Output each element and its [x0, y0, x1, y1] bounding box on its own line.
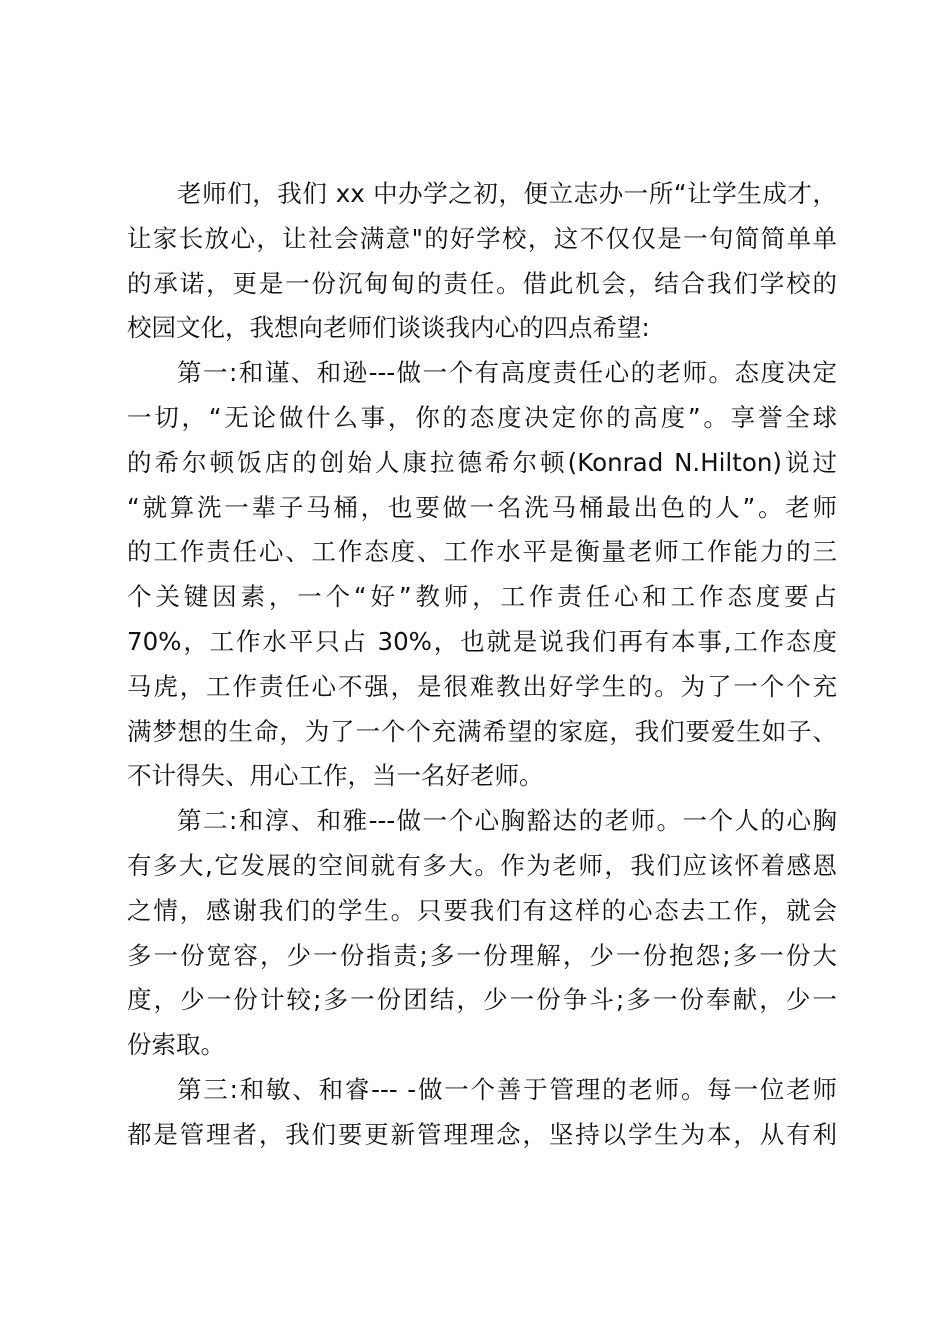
- paragraph-2-line-5: 的工作责任心、工作态度、工作水平是衡量老师工作能力的三: [127, 537, 837, 567]
- paragraph-3-line-1: 第二:和淳、和雅---做一个心胸豁达的老师。一个人的心胸: [177, 806, 837, 836]
- paragraph-2-line-6: 个关键因素，一个“好”教师，工作责任心和工作态度要占: [127, 582, 837, 612]
- paragraph-3-line-3: 之情，感谢我们的学生。只要我们有这样的心态去工作，就会: [127, 895, 837, 925]
- paragraph-1-line-2: 让家长放心，让社会满意"的好学校，这不仅仅是一句简简单单: [127, 223, 837, 253]
- paragraph-4-line-1: 第三:和敏、和睿--- -做一个善于管理的老师。每一位老师: [177, 1074, 837, 1104]
- paragraph-1-line-1: 老师们，我们 xx 中办学之初，便立志办一所“让学生成才，: [177, 179, 837, 208]
- paragraph-2-line-10: 不计得失、用心工作，当一名好老师。: [127, 761, 544, 791]
- paragraph-2-line-2: 一切，“无论做什么事，你的态度决定你的高度”。享誉全球: [127, 402, 837, 432]
- paragraph-3-line-6: 份索取。: [127, 1030, 225, 1060]
- paragraph-2-line-3: 的希尔顿饭店的创始人康拉德希尔顿(Konrad N.Hilton)说过: [127, 447, 837, 477]
- document-page: [127, 172, 837, 1158]
- paragraph-3-line-2: 有多大,它发展的空间就有多大。作为老师，我们应该怀着感恩: [127, 850, 837, 880]
- paragraph-3-line-4: 多一份宽容，少一份指责;多一份理解，少一份抱怨;多一份大: [127, 940, 837, 970]
- paragraph-1-line-3: 的承诺，更是一份沉甸甸的责任。借此机会，结合我们学校的: [127, 268, 837, 298]
- paragraph-2-line-1: 第一:和谨、和逊---做一个有高度责任心的老师。态度决定: [177, 358, 837, 388]
- paragraph-2-line-8: 马虎，工作责任心不强，是很难教出好学生的。为了一个个充: [127, 671, 837, 701]
- paragraph-2-line-9: 满梦想的生命，为了一个个充满希望的家庭，我们要爱生如子、: [127, 716, 837, 746]
- paragraph-4-line-2: 都是管理者，我们要更新管理理念，坚持以学生为本，从有利: [127, 1119, 837, 1149]
- paragraph-1-line-4: 校园文化，我想向老师们谈谈我内心的四点希望:: [127, 313, 650, 343]
- paragraph-3-line-5: 度，少一份计较;多一份团结，少一份争斗;多一份奉献，少一: [127, 985, 837, 1015]
- paragraph-2-line-7: 70%，工作水平只占 30%，也就是说我们再有本事,工作态度: [127, 626, 837, 656]
- paragraph-2-line-4: “就算洗一辈子马桶，也要做一名洗马桶最出色的人”。老师: [127, 492, 837, 522]
